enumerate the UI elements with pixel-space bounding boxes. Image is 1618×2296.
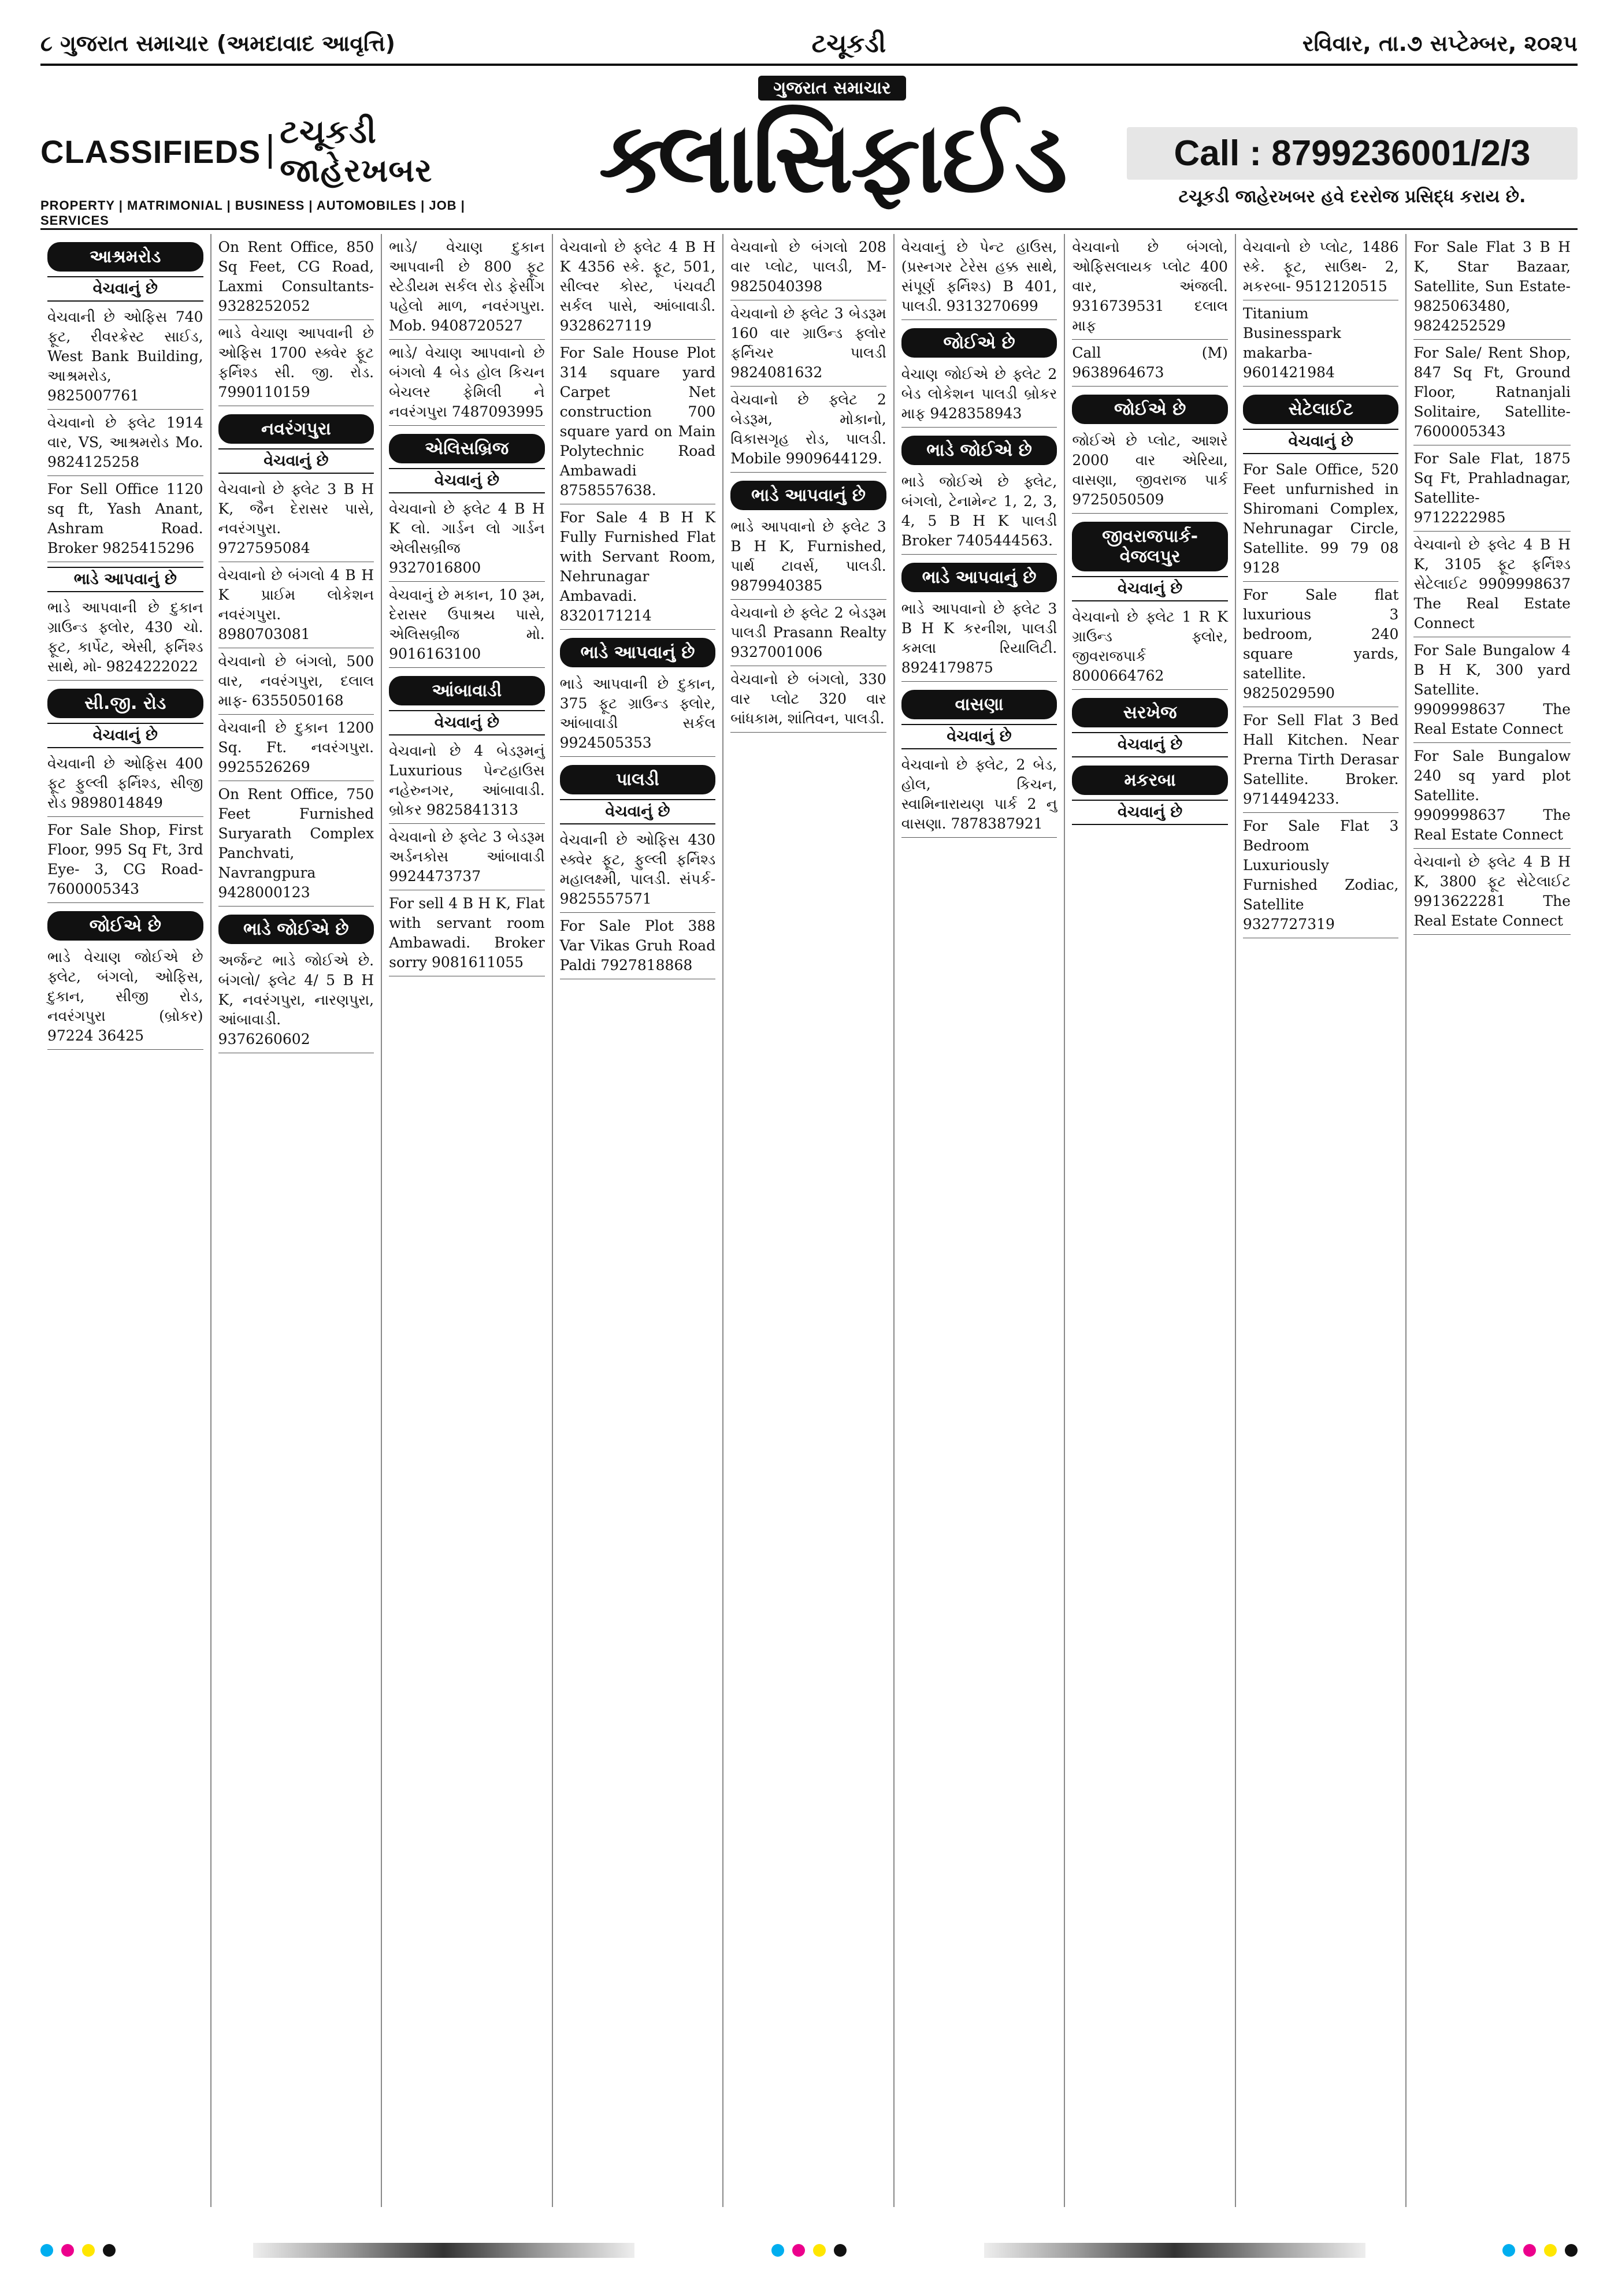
- listing-type-header: વેચવાનું છે: [389, 468, 545, 493]
- listing-type-header: વેચવાનું છે: [901, 724, 1057, 749]
- category-list: PROPERTY | MATRIMONIAL | BUSINESS | AUTOMOBILES | JOB | SERVICES: [40, 198, 465, 228]
- classified-ad: For Sale House Plot 314 square yard Carpet Net construction 700 square yard on Main Polytechnic Road Ambawadi 8758557638.: [560, 340, 716, 504]
- color-registration-right: [1502, 2244, 1578, 2257]
- classified-ad: For Sale Shop, First Floor, 995 Sq Ft, 3rd Eye- 3, CG Road- 7600005343: [47, 817, 203, 903]
- listing-type-header: વેચવાનું છે: [560, 799, 716, 824]
- masthead-left: [40, 113, 537, 228]
- classified-ad: Titanium Businesspark makarba- 9601421984: [1243, 300, 1399, 387]
- classified-ad: વેચવાનો છે ફ્લેટ 2 બેડરૂમ પાલડી Prasann Realty 9327001006: [730, 600, 886, 666]
- locality-header: જીવરાજપાર્ક-વેજલપુર: [1072, 522, 1228, 571]
- locality-header: સરખેજ: [1072, 698, 1228, 727]
- classified-ad: વેચવાનો છે ફ્લેટ 4 B H K 4356 સ્કે. ફૂટ, 501, સીલ્વર કોસ્ટ, પંચવટી સર્કલ પાસે, આંબાવાડી. 9328627119: [560, 234, 716, 340]
- classified-ad: ભાડે આપવાનો છે ફ્લેટ 3 B H K, Furnished, પાર્થ ટાવર્સ, પાલડી. 9879940385: [730, 514, 886, 600]
- registration-dot: [61, 2244, 74, 2257]
- classified-ad: ભાડે વેચાણ જોઈએ છે ફ્લેટ, બંગલો, ઓફિસ, દુકાન, સીજી રોડ, નવરંગપુરા (બ્રોકર) 97224 36425: [47, 944, 203, 1050]
- locality-header: સેટેલાઈટ: [1243, 395, 1399, 424]
- registration-dot: [82, 2244, 95, 2257]
- classified-ad: વેચવાનો છે ફ્લેટ 3 B H K, જૈન દેરાસર પાસે, નવરંગપુરા. 9727595084: [218, 476, 374, 562]
- classified-ad: For Sell Flat 3 Bed Hall Kitchen. Near Prerna Tirth Derasar Satellite. Broker. 9714494233.: [1243, 707, 1399, 813]
- classified-ad: For Sale/ Rent Shop, 847 Sq Ft, Ground Floor, Ratnanjali Solitaire, Satellite- 7600005343: [1413, 340, 1571, 445]
- locality-header: મકરબા: [1072, 766, 1228, 795]
- classified-ad: For Sale flat luxurious 3 bedroom, 240 square yards, satellite. 9825029590: [1243, 582, 1399, 707]
- classified-ad: વેચવાનો છે બંગલો 4 B H K પ્રાઈમ લોકેશન નવરંગપુરા. 8980703081: [218, 562, 374, 648]
- classified-ad: વેચવાની છે ઓફિસ 400 ફૂટ ફુલ્લી ફર્નિશ્ડ, સીજી રોડ 9898014849: [47, 751, 203, 817]
- listing-type-header: વેચવાનું છે: [1072, 732, 1228, 757]
- classified-logo-big: ક્લાસિફાઈડ: [599, 101, 1066, 214]
- issue-date: રવિવાર, તા.૭ સપ્ટેમ્બર, ૨૦૨૫: [1302, 30, 1578, 56]
- classified-ad: For Sale Bungalow 4 B H K, 300 yard Satellite. 9909998637 The Real Estate Connect: [1413, 637, 1571, 743]
- registration-dot: [813, 2244, 826, 2257]
- locality-header: નવરંગપુરા: [218, 414, 374, 444]
- registration-dot: [1544, 2244, 1557, 2257]
- edition-label: (અમદાવાદ આવૃત્તિ): [216, 30, 396, 56]
- classified-ad: On Rent Office, 850 Sq Feet, CG Road, Laxmi Consultants- 9328252052: [218, 234, 374, 320]
- listing-type-header: વેચવાનું છે: [1243, 429, 1399, 454]
- classified-ad: વેચવાની છે ઓફિસ 740 ફૂટ, રીવરક્રેસ્ટ સાઈડ, West Bank Building, આશ્રમરોડ, 9825007761: [47, 304, 203, 410]
- classified-ad: જોઈએ છે પ્લોટ, આશરે 2000 વાર એરિયા, વાસણા, જીવરાજ પાર્ક 9725050509: [1072, 428, 1228, 514]
- classified-ad: ભાડે/ વેચાણ આપવાનો છે બંગલો 4 બેડ હોલ કિચન બેચલર ફેમિલી ને નવરંગપુરા 7487093995: [389, 340, 545, 426]
- locality-header: ભાડે આપવાનું છે: [730, 481, 886, 510]
- listing-type-header: વેચવાનું છે: [389, 710, 545, 735]
- classified-ad: વેચવાનો છે ફ્લેટ 2 બેડરૂમ, મોકાનો, વિકાસગૃહ રોડ, પાલડી. Mobile 9909644129.: [730, 387, 886, 473]
- registration-dot: [40, 2244, 53, 2257]
- ad-column: [895, 234, 1066, 2207]
- masthead-contact: [1127, 127, 1578, 207]
- section-name: ટચૂકડી: [811, 28, 886, 58]
- locality-header: ભાડે જોઈએ છે: [218, 915, 374, 944]
- listing-type-header: વેચવાનું છે: [1072, 576, 1228, 601]
- classified-ad: For sell 4 B H K, Flat with servant room Ambawadi. Broker sorry 9081611055: [389, 890, 545, 976]
- classified-ad: વેચવાનો છે બંગલો 208 વાર પ્લોટ, પાલડી, M- 9825040398: [730, 234, 886, 300]
- ad-column: [382, 234, 553, 2207]
- classified-ad: On Rent Office, 750 Feet Furnished Suryarath Complex Panchvati, Navrangpura 9428000123: [218, 781, 374, 906]
- call-number: Call : 8799236001/2/3: [1127, 127, 1578, 180]
- classified-ad: વેચવાનો છે ફ્લેટ 3 બેડરૂમ 160 વાર ગ્રાઉન્ડ ફ્લોર ફર્નિચર પાલડી 9824081632: [730, 300, 886, 387]
- title-divider: [269, 134, 272, 169]
- registration-dot: [103, 2244, 116, 2257]
- listing-type-header: ભાડે આપવાનું છે: [47, 567, 203, 592]
- classified-ad: ભાડે જોઈએ છે ફ્લેટ, બંગલો, ટેનામેન્ટ 1, 2, 3, 4, 5 B H K પાલડી Broker 7405444563.: [901, 469, 1057, 555]
- classified-ad: વેચવાનો છે ફ્લેટ 4 B H K, 3800 ફૂટ સેટેલાઈટ 9913622281 The Real Estate Connect: [1413, 849, 1571, 935]
- page-folio: [40, 31, 395, 57]
- classified-columns: [40, 234, 1578, 2207]
- classified-ad: વેચવાનું છે પેન્ટ હાઉસ, (પ્રસ્નગર ટેરેસ હક્ક સાથે, સંપૂર્ણ ફર્નિશ્ડ) B 401, પાલડી. 9313270699: [901, 234, 1057, 320]
- registration-dot: [1502, 2244, 1515, 2257]
- classified-ad: વેચવાનો છે ફ્લેટ, 2 બેડ, હોલ, કિચન, સ્વામિનારાયણ પાર્ક 2 નુ વાસણા. 7878387921: [901, 752, 1057, 838]
- classified-ad: વેચવાની છે ઓફિસ 430 સ્ક્વેર ફૂટ, ફુલ્લી ફર્નિશ્ડ મહાલક્ષ્મી, પાલડી. સંપર્ક- 9825557571: [560, 827, 716, 913]
- locality-header: જોઈએ છે: [901, 328, 1057, 358]
- locality-header: એલિસબ્રિજ: [389, 434, 545, 463]
- classified-ad: વેચવાનો છે 4 બેડરૂમનું Luxurious પેન્ટહાઉસ નહેરુનગર, આંબાવાડી. બ્રોકર 9825841313: [389, 738, 545, 824]
- registration-dot: [834, 2244, 847, 2257]
- classified-ad: For Sale Flat 3 B H K, Star Bazaar, Satellite, Sun Estate- 9825063480, 9824252529: [1413, 234, 1571, 340]
- color-registration-left: [40, 2244, 116, 2257]
- ad-column: [723, 234, 895, 2207]
- locality-header: ભાડે જોઈએ છે: [901, 436, 1057, 465]
- daily-note: ટચૂકડી જાહેરખબર હવે દરરોજ પ્રસિદ્ધ કરાય છે.: [1178, 187, 1526, 207]
- classified-ad: વેચવાનો છે પ્લોટ, 1486 સ્કે. ફૂટ, સાઉથ- 2, મકરબા- 9512120515: [1243, 234, 1399, 300]
- ad-column: [1407, 234, 1578, 2207]
- locality-header: આશ્રમરોડ: [47, 242, 203, 272]
- classified-ad: For Sell Office 1120 sq ft, Yash Anant, Ashram Road. Broker 9825415296: [47, 476, 203, 562]
- classified-ad: વેચવાનો છે બંગલો, ઓફિસલાયક પ્લોટ 400 વાર, અંજલી. 9316739531 દલાલ માફ: [1072, 234, 1228, 340]
- page-number: ૮: [40, 30, 53, 56]
- gray-strip-left: [253, 2243, 634, 2258]
- classified-ad: For Sale Flat, 1875 Sq Ft, Prahladnagar, Satellite- 9712222985: [1413, 445, 1571, 532]
- locality-header: સી.જી. રોડ: [47, 689, 203, 718]
- paper-logo-small: ગુજરાત સમાચાર: [758, 76, 906, 101]
- classified-ad: ભાડે/ વેચાણ દુકાન આપવાની છે 800 ફૂટ સ્ટેડીયમ સર્કલ રોડ ફેસીંગ પહેલો માળ, નવરંગપુરા. Mob. 9408720527: [389, 234, 545, 340]
- classified-ad: અર્જન્ટ ભાડે જોઈએ છે. બંગલો/ ફ્લેટ 4/ 5 B H K, નવરંગપુરા, નારણપુરા, આંબાવાડી. 9376260602: [218, 948, 374, 1053]
- classified-ad: વેચવાનો છે ફ્લેટ 4 B H K લો. ગાર્ડન લો ગાર્ડન એલીસબ્રીજ 9327016800: [389, 496, 545, 582]
- classified-ad: વેચવાનો છે ફ્લેટ 1914 વાર, VS, આશ્રમરોડ Mo. 9824125258: [47, 410, 203, 476]
- listing-type-header: વેચવાનું છે: [47, 276, 203, 302]
- classified-ad: Call (M) 9638964673: [1072, 340, 1228, 387]
- registration-dot: [1565, 2244, 1578, 2257]
- color-registration-center: [771, 2244, 847, 2257]
- classifieds-title-gu: ટચૂકડી જાહેરખબર: [280, 113, 433, 188]
- registration-dot: [792, 2244, 805, 2257]
- classified-ad: ભાડે વેચાણ આપવાની છે ઓફિસ 1700 સ્ક્વેર ફૂટ ફર્નિશ્ડ સી. જી. રોડ. 7990110159: [218, 320, 374, 406]
- classified-ad: ભાડે આપવાનો છે ફ્લેટ 3 B H K કરનીશ, પાલડી કમલા રિયાલિટી. 8924179875: [901, 596, 1057, 682]
- classifieds-masthead: [40, 72, 1578, 230]
- paper-name: ગુજરાત સમાચાર: [60, 30, 209, 56]
- ad-column: [1065, 234, 1236, 2207]
- classified-ad: For Sale Flat 3 Bedroom Luxuriously Furnished Zodiac, Satellite 9327727319: [1243, 813, 1399, 938]
- classified-ad: For Sale Office, 520 Feet unfurnished in Shiromani Complex, Nehrunagar Circle, Satellite. 99 79 08 9128: [1243, 456, 1399, 582]
- classified-ad: વેચાણ જોઈએ છે ફ્લેટ 2 બેડ લોકેશન પાલડી બ્રોકર માફ 9428358943: [901, 361, 1057, 428]
- classifieds-title: [40, 113, 537, 190]
- listing-type-header: વેચવાનું છે: [47, 723, 203, 748]
- page-header: [40, 23, 1578, 66]
- registration-dot: [1523, 2244, 1536, 2257]
- classified-ad: વેચવાનું છે મકાન, 10 રૂમ, દેરાસર ઉપાશ્રય પાસે, એલિસબ્રીજ મો. 9016163100: [389, 582, 545, 668]
- ad-column: [1236, 234, 1407, 2207]
- classified-ad: વેચવાનો છે ફ્લેટ 3 બેડરૂમ અર્ડનકોસ આંબાવાડી 9924473737: [389, 824, 545, 890]
- classified-ad: ભાડે આપવાની છે દુકાન ગ્રાઉન્ડ ફ્લોર, 430 ચો. ફૂટ, કાર્પેટ, એસી, ફર્નિશ્ડ સાથે, મો- 9824222022: [47, 595, 203, 681]
- locality-header: આંબાવાડી: [389, 676, 545, 705]
- listing-type-header: વેચવાનું છે: [218, 448, 374, 474]
- classified-ad: વેચવાની છે દુકાન 1200 Sq. Ft. નવરંગપુરા. 9925526269: [218, 715, 374, 781]
- classified-ad: વેચવાનો છે બંગલો, 330 વાર પ્લોટ 320 વાર બાંધકામ, શાંતિવન, પાલડી.: [730, 666, 886, 733]
- classified-ad: For Sale 4 B H K Fully Furnished Flat with Servant Room, Nehrunagar Ambavadi. 8320171214: [560, 504, 716, 630]
- locality-header: વાસણા: [901, 690, 1057, 719]
- gray-strip-right: [984, 2243, 1365, 2258]
- locality-header: ભાડે આપવાનું છે: [560, 638, 716, 667]
- classified-ad: For Sale Bungalow 240 sq yard plot Satellite. 9909998637 The Real Estate Connect: [1413, 743, 1571, 849]
- classified-ad: વેચવાનો છે બંગલો, 500 વાર, નવરંગપુરા, દલાલ માફ- 6355050168: [218, 648, 374, 715]
- classified-ad: વેચવાનો છે ફ્લેટ 4 B H K, 3105 ફૂટ ફર્નિશ્ડ સેટેલાઈટ 9909998637 The Real Estate Connect: [1413, 532, 1571, 637]
- locality-header: ભાડે આપવાનું છે: [901, 563, 1057, 592]
- classified-ad: વેચવાનો છે ફ્લેટ 1 R K ગ્રાઉન્ડ ફ્લોર, જીવરાજપાર્ક 8000664762: [1072, 604, 1228, 690]
- locality-header: જોઈએ છે: [1072, 395, 1228, 424]
- locality-header: પાલડી: [560, 765, 716, 794]
- classified-ad: ભાડે આપવાની છે દુકાન, 375 ફૂટ ગ્રાઉન્ડ ફ્લોર, આંબાવાડી સર્કલ 9924505353: [560, 671, 716, 757]
- listing-type-header: વેચવાનું છે: [1072, 800, 1228, 825]
- classified-ad: For Sale Plot 388 Var Vikas Gruh Road Paldi 7927818868: [560, 913, 716, 979]
- print-marks: [40, 2236, 1578, 2265]
- locality-header: જોઈએ છે: [47, 911, 203, 941]
- ad-column: [40, 234, 211, 2207]
- registration-dot: [771, 2244, 784, 2257]
- classifieds-title-en: CLASSIFIEDS: [40, 133, 261, 170]
- ad-column: [211, 234, 383, 2207]
- masthead-logo: [549, 72, 1115, 228]
- ad-column: [553, 234, 724, 2207]
